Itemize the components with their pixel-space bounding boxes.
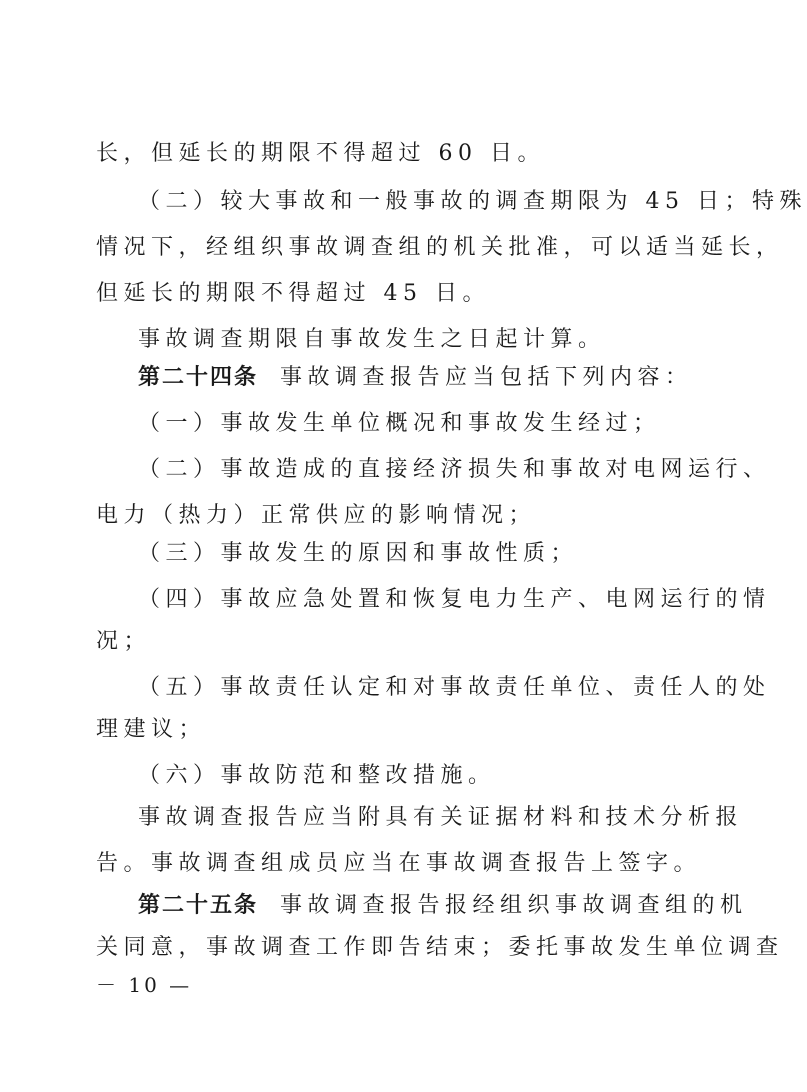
article-24-line (138, 363, 693, 393)
text-line-9: 电力（热力）正常供应的影响情况； (96, 503, 537, 528)
text-line-7: （一）事故发生单位概况和事故发生经过； (138, 411, 661, 436)
text-line-17: 告。事故调查组成员应当在事故调查报告上签字。 (96, 851, 702, 876)
text-line-8: （二）事故造成的直接经济损失和事故对电网运行、 (138, 457, 771, 482)
text-line-10: （三）事故发生的原因和事故性质； (138, 541, 579, 566)
text-line-12: 况； (96, 629, 152, 654)
article-25-line (138, 891, 748, 921)
text-line-16: 事故调查报告应当附具有关证据材料和技术分析报 (138, 805, 744, 830)
text-line-3: 情况下，经组织事故调查组的机关批准，可以适当延长， (96, 235, 784, 260)
text-line-2: （二）较大事故和一般事故的调查期限为 45 日；特殊 (138, 189, 807, 214)
article-24-text: 事故调查报告应当包括下列内容： (280, 365, 693, 390)
text-line-19: 关同意，事故调查工作即告结束；委托事故发生单位调查 (96, 935, 784, 960)
text-line-5: 事故调查期限自事故发生之日起计算。 (138, 327, 606, 352)
article-25-text: 事故调查报告报经组织事故调查组的机 (280, 893, 748, 918)
page-number: － 10 — (96, 973, 193, 997)
article-25-heading: 第二十五条 (138, 893, 259, 918)
text-line-14: 理建议； (96, 717, 207, 742)
text-line-4: 但延长的期限不得超过 45 日。 (96, 281, 490, 306)
article-24-heading: 第二十四条 (138, 365, 259, 390)
text-line-13: （五）事故责任认定和对事故责任单位、责任人的处 (138, 675, 771, 700)
text-line-15: （六）事故防范和整改措施。 (138, 763, 496, 788)
text-line-1: 长，但延长的期限不得超过 60 日。 (96, 141, 545, 166)
text-line-11: （四）事故应急处置和恢复电力生产、电网运行的情 (138, 587, 771, 612)
